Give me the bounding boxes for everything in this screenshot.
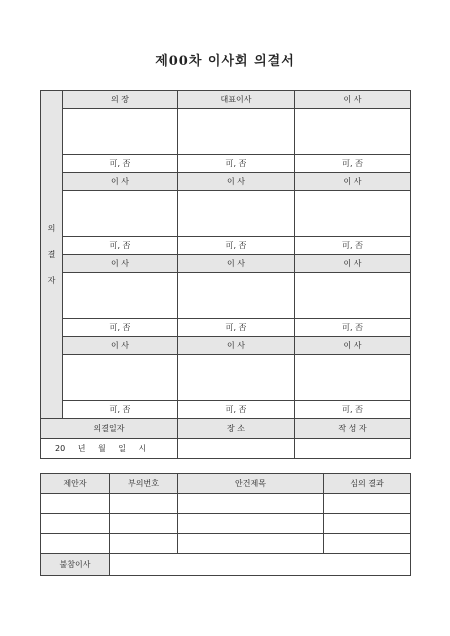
agenda-row	[41, 514, 411, 534]
vote-row	[41, 155, 411, 173]
writer-value[interactable]	[295, 439, 411, 459]
signature-row	[41, 273, 411, 319]
signature-cell[interactable]	[63, 273, 178, 319]
vote-option[interactable]: 可, 否	[63, 237, 178, 255]
role-header-row	[41, 91, 411, 109]
resolution-date-value[interactable]: 20 년 월 일 시	[41, 439, 178, 459]
role-header: 이 사	[295, 337, 411, 355]
vote-option[interactable]: 可, 否	[178, 401, 295, 419]
role-header: 이 사	[295, 173, 411, 191]
vote-option[interactable]: 可, 否	[63, 155, 178, 173]
role-header: 이 사	[295, 91, 411, 109]
signature-cell[interactable]	[178, 273, 295, 319]
signature-row	[41, 355, 411, 401]
role-header: 의 장	[63, 91, 178, 109]
review-result-cell[interactable]	[324, 494, 411, 514]
agenda-table	[40, 473, 411, 576]
signature-cell[interactable]	[178, 355, 295, 401]
vote-option[interactable]: 可, 否	[178, 155, 295, 173]
agenda-title-cell[interactable]	[178, 534, 324, 554]
vote-row	[41, 401, 411, 419]
role-header: 이 사	[63, 173, 178, 191]
vote-row	[41, 237, 411, 255]
signature-cell[interactable]	[178, 191, 295, 237]
review-result-header: 심의 결과	[324, 474, 411, 494]
vote-option[interactable]: 可, 否	[295, 319, 411, 337]
absent-directors-label: 불참이사	[41, 554, 110, 576]
vote-option[interactable]: 可, 否	[295, 401, 411, 419]
proposer-cell[interactable]	[41, 494, 110, 514]
vote-option[interactable]: 可, 否	[63, 401, 178, 419]
signature-row	[41, 191, 411, 237]
agenda-number-cell[interactable]	[110, 514, 178, 534]
side-label-char: 자	[47, 275, 56, 285]
signature-cell[interactable]	[63, 191, 178, 237]
proposer-cell[interactable]	[41, 534, 110, 554]
role-header: 이 사	[63, 337, 178, 355]
meta-header-row	[41, 419, 411, 439]
role-header: 이 사	[178, 337, 295, 355]
agenda-title-cell[interactable]	[178, 494, 324, 514]
signature-cell[interactable]	[295, 191, 411, 237]
role-header: 이 사	[295, 255, 411, 273]
signers-side-label	[41, 91, 63, 419]
agenda-title-header: 안건제목	[178, 474, 324, 494]
role-header: 이 사	[178, 173, 295, 191]
signature-cell[interactable]	[295, 355, 411, 401]
absent-directors-cell[interactable]	[110, 554, 411, 576]
role-header: 대표이사	[178, 91, 295, 109]
place-label: 장 소	[178, 419, 295, 439]
vote-option[interactable]: 可, 否	[295, 155, 411, 173]
signature-cell[interactable]	[178, 109, 295, 155]
role-header-row	[41, 337, 411, 355]
resolution-table	[40, 90, 411, 459]
document-title: 제00차 이사회 의결서	[155, 54, 295, 69]
role-header-row	[41, 255, 411, 273]
agenda-row	[41, 534, 411, 554]
side-label-char: 결	[47, 249, 56, 259]
role-header-row	[41, 173, 411, 191]
proposer-cell[interactable]	[41, 514, 110, 534]
place-value[interactable]	[178, 439, 295, 459]
signature-row	[41, 109, 411, 155]
agenda-title-cell[interactable]	[178, 514, 324, 534]
signature-cell[interactable]	[295, 273, 411, 319]
vote-row	[41, 319, 411, 337]
signature-cell[interactable]	[63, 109, 178, 155]
proposer-header: 제안자	[41, 474, 110, 494]
absent-row	[41, 554, 411, 576]
vote-option[interactable]: 可, 否	[63, 319, 178, 337]
signature-cell[interactable]	[63, 355, 178, 401]
agenda-number-header: 부의번호	[110, 474, 178, 494]
vote-option[interactable]: 可, 否	[178, 319, 295, 337]
role-header: 이 사	[63, 255, 178, 273]
review-result-cell[interactable]	[324, 534, 411, 554]
review-result-cell[interactable]	[324, 514, 411, 534]
agenda-number-cell[interactable]	[110, 534, 178, 554]
side-label-char: 의	[47, 223, 56, 233]
agenda-header-row	[41, 474, 411, 494]
resolution-date-label: 의결일자	[41, 419, 178, 439]
signature-cell[interactable]	[295, 109, 411, 155]
writer-label: 작 성 자	[295, 419, 411, 439]
agenda-number-cell[interactable]	[110, 494, 178, 514]
vote-option[interactable]: 可, 否	[295, 237, 411, 255]
agenda-row	[41, 494, 411, 514]
role-header: 이 사	[178, 255, 295, 273]
vote-option[interactable]: 可, 否	[178, 237, 295, 255]
meta-value-row	[41, 439, 411, 459]
